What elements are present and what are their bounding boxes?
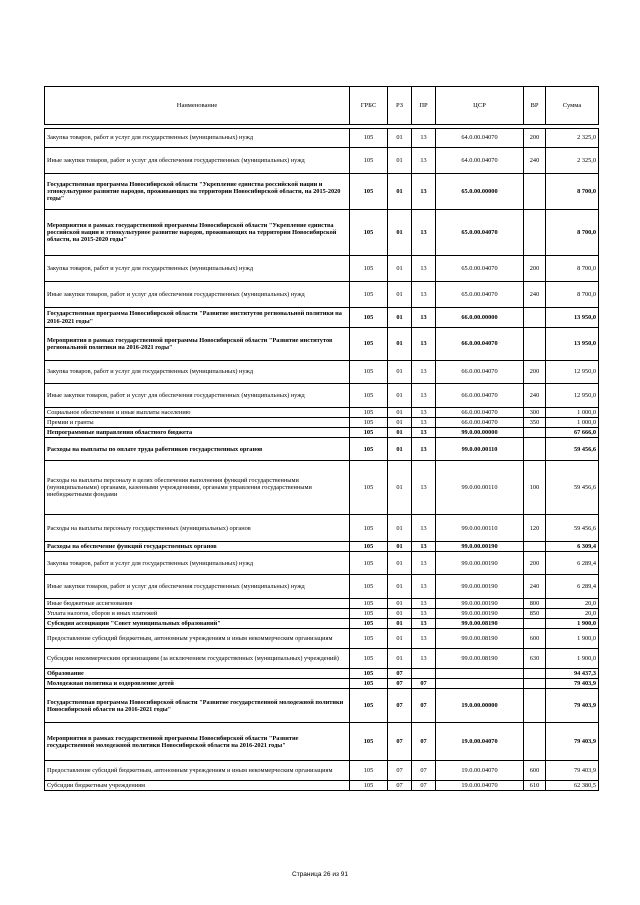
row-vr-cell <box>524 679 546 689</box>
row-name-cell: Закупка товаров, работ и услуг для государственных (муниципальных) нужд <box>45 256 350 282</box>
row-rz-cell: 01 <box>388 542 412 552</box>
page-footer: Страница 26 из 91 <box>292 871 348 878</box>
row-sum-cell: 12 950,0 <box>546 384 599 408</box>
row-vr-cell: 350 <box>524 418 546 428</box>
row-rz-cell: 01 <box>388 609 412 619</box>
table-row <box>45 438 599 461</box>
row-sum-cell: 79 403,9 <box>546 723 599 761</box>
row-name-cell: Иные закупки товаров, работ и услуг для обеспечения государственных (муниципальных) нужд <box>45 384 350 408</box>
row-sum-cell: 2 325,0 <box>546 148 599 174</box>
row-rz-cell: 01 <box>388 438 412 461</box>
row-grbs-cell: 105 <box>350 408 388 418</box>
row-pr-cell: 13 <box>412 609 436 619</box>
row-csr-cell: 66.0.00.04070 <box>436 328 524 361</box>
row-pr-cell: 13 <box>412 552 436 575</box>
row-rz-cell: 01 <box>388 629 412 649</box>
row-pr-cell: 13 <box>412 210 436 256</box>
col-header-csr: ЦСР <box>436 87 524 125</box>
row-rz-cell: 07 <box>388 669 412 679</box>
row-rz-cell: 01 <box>388 148 412 174</box>
row-name-cell: Расходы на обеспечение функций государственных органов <box>45 542 350 552</box>
row-vr-cell: 800 <box>524 599 546 609</box>
row-rz-cell: 01 <box>388 599 412 609</box>
row-name-cell: Социальное обеспечение и иные выплаты населению <box>45 408 350 418</box>
table-row <box>45 418 599 428</box>
row-name-cell: Иные закупки товаров, работ и услуг для обеспечения государственных (муниципальных) нужд <box>45 148 350 174</box>
table-row <box>45 689 599 723</box>
row-name-cell: Предоставление субсидий бюджетным, автономным учреждениям и иным некоммерческим организациям <box>45 629 350 649</box>
row-sum-cell: 8 700,0 <box>546 210 599 256</box>
row-vr-cell: 850 <box>524 609 546 619</box>
row-grbs-cell: 105 <box>350 174 388 210</box>
table-row <box>45 552 599 575</box>
row-rz-cell: 07 <box>388 679 412 689</box>
row-pr-cell: 13 <box>412 328 436 361</box>
row-csr-cell <box>436 669 524 679</box>
row-pr-cell: 13 <box>412 515 436 542</box>
row-rz-cell: 07 <box>388 689 412 723</box>
row-sum-cell: 1 000,0 <box>546 408 599 418</box>
row-csr-cell: 66.0.00.04070 <box>436 408 524 418</box>
col-header-sum: Сумма <box>546 87 599 125</box>
col-header-grbs: ГРБС <box>350 87 388 125</box>
row-sum-cell: 94 437,3 <box>546 669 599 679</box>
row-pr-cell: 07 <box>412 679 436 689</box>
row-name-cell: Закупка товаров, работ и услуг для государственных (муниципальных) нужд <box>45 361 350 384</box>
row-csr-cell: 99.0.00.00110 <box>436 515 524 542</box>
row-grbs-cell: 105 <box>350 723 388 761</box>
row-sum-cell: 79 403,9 <box>546 679 599 689</box>
row-csr-cell: 19.0.00.04070 <box>436 781 524 791</box>
row-pr-cell: 13 <box>412 461 436 515</box>
col-header-pr: ПР <box>412 87 436 125</box>
row-csr-cell: 64.0.00.04070 <box>436 148 524 174</box>
table-row <box>45 679 599 689</box>
table-row <box>45 428 599 438</box>
row-rz-cell: 01 <box>388 129 412 148</box>
table-row <box>45 408 599 418</box>
row-grbs-cell: 105 <box>350 461 388 515</box>
row-rz-cell: 01 <box>388 282 412 308</box>
row-grbs-cell: 105 <box>350 619 388 629</box>
row-name-cell: Образование <box>45 669 350 679</box>
row-name-cell: Мероприятия в рамках государственной программы Новосибирской области "Укрепление единства российской нации и этнокультурное развитие народов, проживающих на территории Новосибирской области, на 2015-2020 годы" <box>45 210 350 256</box>
row-sum-cell: 6 309,4 <box>546 542 599 552</box>
table-row <box>45 282 599 308</box>
row-csr-cell: 99.0.00.08190 <box>436 629 524 649</box>
row-vr-cell <box>524 542 546 552</box>
row-rz-cell: 01 <box>388 256 412 282</box>
table-row <box>45 461 599 515</box>
row-name-cell: Иные закупки товаров, работ и услуг для обеспечения государственных (муниципальных) нужд <box>45 282 350 308</box>
budget-table <box>44 86 599 791</box>
row-vr-cell: 300 <box>524 408 546 418</box>
row-vr-cell <box>524 328 546 361</box>
row-name-cell: Субсидии бюджетным учреждениям <box>45 781 350 791</box>
row-grbs-cell: 105 <box>350 308 388 328</box>
row-grbs-cell: 105 <box>350 575 388 599</box>
row-grbs-cell: 105 <box>350 282 388 308</box>
row-pr-cell: 13 <box>412 408 436 418</box>
row-pr-cell <box>412 669 436 679</box>
row-csr-cell: 66.0.00.04070 <box>436 384 524 408</box>
row-name-cell: Государственная программа Новосибирской области "Развитие институтов региональной политики на 2016-2021 годы" <box>45 308 350 328</box>
row-grbs-cell: 105 <box>350 256 388 282</box>
row-pr-cell: 13 <box>412 361 436 384</box>
row-name-cell: Премии и гранты <box>45 418 350 428</box>
row-csr-cell: 64.0.00.04070 <box>436 129 524 148</box>
row-csr-cell: 99.0.00.00190 <box>436 542 524 552</box>
row-grbs-cell: 105 <box>350 781 388 791</box>
row-grbs-cell: 105 <box>350 552 388 575</box>
row-pr-cell: 07 <box>412 761 436 781</box>
row-sum-cell: 6 289,4 <box>546 575 599 599</box>
row-grbs-cell: 105 <box>350 679 388 689</box>
row-name-cell: Государственная программа Новосибирской области "Развитие государственной молодежной политики Новосибирской области на 2016-2021 годы" <box>45 689 350 723</box>
row-sum-cell: 13 950,0 <box>546 308 599 328</box>
row-rz-cell: 01 <box>388 649 412 669</box>
table-row <box>45 609 599 619</box>
table-row <box>45 384 599 408</box>
table-row <box>45 542 599 552</box>
row-sum-cell: 12 950,0 <box>546 361 599 384</box>
row-sum-cell: 59 456,6 <box>546 438 599 461</box>
col-header-name: Наименование <box>45 87 350 125</box>
row-sum-cell: 67 666,0 <box>546 428 599 438</box>
row-name-cell: Мероприятия в рамках государственной программы Новосибирской области "Развитие институтов региональной политики на 2016-2021 годы" <box>45 328 350 361</box>
row-grbs-cell: 105 <box>350 609 388 619</box>
table-row <box>45 781 599 791</box>
table-row <box>45 723 599 761</box>
row-csr-cell: 65.0.00.04070 <box>436 282 524 308</box>
row-pr-cell: 13 <box>412 428 436 438</box>
row-vr-cell: 200 <box>524 256 546 282</box>
row-csr-cell: 19.0.00.04070 <box>436 761 524 781</box>
row-vr-cell <box>524 308 546 328</box>
row-grbs-cell: 105 <box>350 629 388 649</box>
row-sum-cell: 1 000,0 <box>546 418 599 428</box>
row-vr-cell <box>524 210 546 256</box>
row-csr-cell <box>436 679 524 689</box>
row-csr-cell: 99.0.00.00000 <box>436 428 524 438</box>
row-rz-cell: 01 <box>388 384 412 408</box>
row-grbs-cell: 105 <box>350 599 388 609</box>
row-rz-cell: 01 <box>388 461 412 515</box>
row-csr-cell: 19.0.00.04070 <box>436 723 524 761</box>
table-row <box>45 575 599 599</box>
row-rz-cell: 01 <box>388 361 412 384</box>
row-rz-cell: 07 <box>388 761 412 781</box>
table-row <box>45 361 599 384</box>
row-pr-cell: 13 <box>412 438 436 461</box>
row-grbs-cell: 105 <box>350 328 388 361</box>
row-vr-cell <box>524 689 546 723</box>
row-csr-cell: 65.0.00.04070 <box>436 210 524 256</box>
row-csr-cell: 66.0.00.00000 <box>436 308 524 328</box>
row-vr-cell: 630 <box>524 649 546 669</box>
row-vr-cell <box>524 438 546 461</box>
row-name-cell: Расходы на выплаты персоналу в целях обеспечения выполнения функций государственными (муниципальными) органами, казенными учреждениями, органами управления государственными внебюджетными фондами <box>45 461 350 515</box>
row-pr-cell: 13 <box>412 629 436 649</box>
row-csr-cell: 99.0.00.00190 <box>436 609 524 619</box>
row-sum-cell: 62 380,5 <box>546 781 599 791</box>
row-grbs-cell: 105 <box>350 129 388 148</box>
table-row <box>45 148 599 174</box>
table-row <box>45 669 599 679</box>
row-name-cell: Субсидии некоммерческим организациям (за исключением государственных (муниципальных) учреждений) <box>45 649 350 669</box>
row-sum-cell: 79 403,9 <box>546 761 599 781</box>
row-rz-cell: 01 <box>388 515 412 542</box>
row-pr-cell: 13 <box>412 542 436 552</box>
row-grbs-cell: 105 <box>350 148 388 174</box>
row-vr-cell: 240 <box>524 384 546 408</box>
table-row <box>45 256 599 282</box>
row-csr-cell: 99.0.00.00190 <box>436 599 524 609</box>
row-pr-cell: 13 <box>412 174 436 210</box>
row-vr-cell: 200 <box>524 361 546 384</box>
table-row <box>45 761 599 781</box>
row-vr-cell <box>524 428 546 438</box>
row-name-cell: Молодежная политика и оздоровление детей <box>45 679 350 689</box>
row-rz-cell: 01 <box>388 210 412 256</box>
row-pr-cell: 13 <box>412 148 436 174</box>
row-sum-cell: 59 456,6 <box>546 461 599 515</box>
table-body <box>45 129 599 791</box>
row-pr-cell: 13 <box>412 418 436 428</box>
row-vr-cell: 600 <box>524 761 546 781</box>
row-csr-cell: 99.0.00.00110 <box>436 438 524 461</box>
row-vr-cell <box>524 669 546 679</box>
row-name-cell: Непрограммные направления областного бюджета <box>45 428 350 438</box>
row-vr-cell <box>524 174 546 210</box>
row-pr-cell: 13 <box>412 384 436 408</box>
row-csr-cell: 99.0.00.00190 <box>436 552 524 575</box>
row-vr-cell <box>524 723 546 761</box>
row-sum-cell: 2 325,0 <box>546 129 599 148</box>
row-name-cell: Мероприятия в рамках государственной программы Новосибирской области "Развитие государственной молодежной политики Новосибирской области на 2016-2021 годы" <box>45 723 350 761</box>
row-csr-cell: 99.0.00.08190 <box>436 619 524 629</box>
row-rz-cell: 01 <box>388 575 412 599</box>
table-row <box>45 599 599 609</box>
row-name-cell: Расходы на выплаты по оплате труда работников государственных органов <box>45 438 350 461</box>
row-name-cell: Закупка товаров, работ и услуг для государственных (муниципальных) нужд <box>45 129 350 148</box>
row-pr-cell: 13 <box>412 599 436 609</box>
row-vr-cell <box>524 619 546 629</box>
row-sum-cell: 6 289,4 <box>546 552 599 575</box>
row-grbs-cell: 105 <box>350 428 388 438</box>
row-sum-cell: 20,0 <box>546 609 599 619</box>
row-vr-cell: 100 <box>524 461 546 515</box>
row-sum-cell: 1 900,0 <box>546 629 599 649</box>
row-rz-cell: 01 <box>388 418 412 428</box>
row-rz-cell: 01 <box>388 328 412 361</box>
row-csr-cell: 99.0.00.08190 <box>436 649 524 669</box>
row-grbs-cell: 105 <box>350 649 388 669</box>
row-vr-cell: 120 <box>524 515 546 542</box>
row-grbs-cell: 105 <box>350 515 388 542</box>
col-header-rz: РЗ <box>388 87 412 125</box>
row-name-cell: Иные бюджетные ассигнования <box>45 599 350 609</box>
row-grbs-cell: 105 <box>350 418 388 428</box>
row-vr-cell: 240 <box>524 575 546 599</box>
row-vr-cell: 610 <box>524 781 546 791</box>
table-row <box>45 649 599 669</box>
row-pr-cell: 13 <box>412 256 436 282</box>
row-name-cell: Государственная программа Новосибирской области "Укрепление единства российской нации и этнокультурное развитие народов, проживающих на территории Новосибирской области, на 2015-2020 годы" <box>45 174 350 210</box>
table-row <box>45 328 599 361</box>
row-csr-cell: 99.0.00.00110 <box>436 461 524 515</box>
row-pr-cell: 13 <box>412 308 436 328</box>
table-row <box>45 174 599 210</box>
table-row <box>45 308 599 328</box>
row-csr-cell: 19.0.00.00000 <box>436 689 524 723</box>
row-grbs-cell: 105 <box>350 669 388 679</box>
row-pr-cell: 13 <box>412 575 436 599</box>
row-vr-cell: 200 <box>524 129 546 148</box>
row-name-cell: Закупка товаров, работ и услуг для государственных (муниципальных) нужд <box>45 552 350 575</box>
row-name-cell: Расходы на выплаты персоналу государственных (муниципальных) органов <box>45 515 350 542</box>
row-csr-cell: 66.0.00.04070 <box>436 361 524 384</box>
row-pr-cell: 13 <box>412 619 436 629</box>
table-row <box>45 619 599 629</box>
row-name-cell: Иные закупки товаров, работ и услуг для обеспечения государственных (муниципальных) нужд <box>45 575 350 599</box>
row-rz-cell: 01 <box>388 174 412 210</box>
row-rz-cell: 01 <box>388 619 412 629</box>
header-row <box>45 87 599 125</box>
table-row <box>45 629 599 649</box>
row-grbs-cell: 105 <box>350 438 388 461</box>
row-csr-cell: 65.0.00.04070 <box>436 256 524 282</box>
row-csr-cell: 99.0.00.00190 <box>436 575 524 599</box>
row-rz-cell: 01 <box>388 552 412 575</box>
row-sum-cell: 59 456,6 <box>546 515 599 542</box>
row-grbs-cell: 105 <box>350 384 388 408</box>
row-pr-cell: 13 <box>412 649 436 669</box>
row-name-cell: Предоставление субсидий бюджетным, автономным учреждениям и иным некоммерческим организациям <box>45 761 350 781</box>
row-vr-cell: 240 <box>524 148 546 174</box>
row-pr-cell: 07 <box>412 781 436 791</box>
row-rz-cell: 07 <box>388 781 412 791</box>
row-pr-cell: 07 <box>412 723 436 761</box>
row-name-cell: Субсидия ассоциации "Совет муниципальных образований" <box>45 619 350 629</box>
row-rz-cell: 01 <box>388 428 412 438</box>
row-sum-cell: 79 403,9 <box>546 689 599 723</box>
row-grbs-cell: 105 <box>350 361 388 384</box>
row-grbs-cell: 105 <box>350 210 388 256</box>
row-sum-cell: 20,0 <box>546 599 599 609</box>
row-sum-cell: 8 700,0 <box>546 256 599 282</box>
row-sum-cell: 8 700,0 <box>546 282 599 308</box>
row-rz-cell: 07 <box>388 723 412 761</box>
row-csr-cell: 65.0.00.00000 <box>436 174 524 210</box>
table-row <box>45 515 599 542</box>
row-grbs-cell: 105 <box>350 689 388 723</box>
row-name-cell: Уплата налогов, сборов и иных платежей <box>45 609 350 619</box>
row-sum-cell: 1 900,0 <box>546 619 599 629</box>
row-rz-cell: 01 <box>388 408 412 418</box>
row-rz-cell: 01 <box>388 308 412 328</box>
row-sum-cell: 1 900,0 <box>546 649 599 669</box>
row-csr-cell: 66.0.00.04070 <box>436 418 524 428</box>
row-pr-cell: 07 <box>412 689 436 723</box>
col-header-vr: ВР <box>524 87 546 125</box>
row-vr-cell: 600 <box>524 629 546 649</box>
row-pr-cell: 13 <box>412 129 436 148</box>
row-grbs-cell: 105 <box>350 542 388 552</box>
table-row <box>45 210 599 256</box>
row-vr-cell: 240 <box>524 282 546 308</box>
row-pr-cell: 13 <box>412 282 436 308</box>
row-sum-cell: 13 950,0 <box>546 328 599 361</box>
table-row <box>45 129 599 148</box>
row-grbs-cell: 105 <box>350 761 388 781</box>
row-sum-cell: 8 700,0 <box>546 174 599 210</box>
row-vr-cell: 200 <box>524 552 546 575</box>
